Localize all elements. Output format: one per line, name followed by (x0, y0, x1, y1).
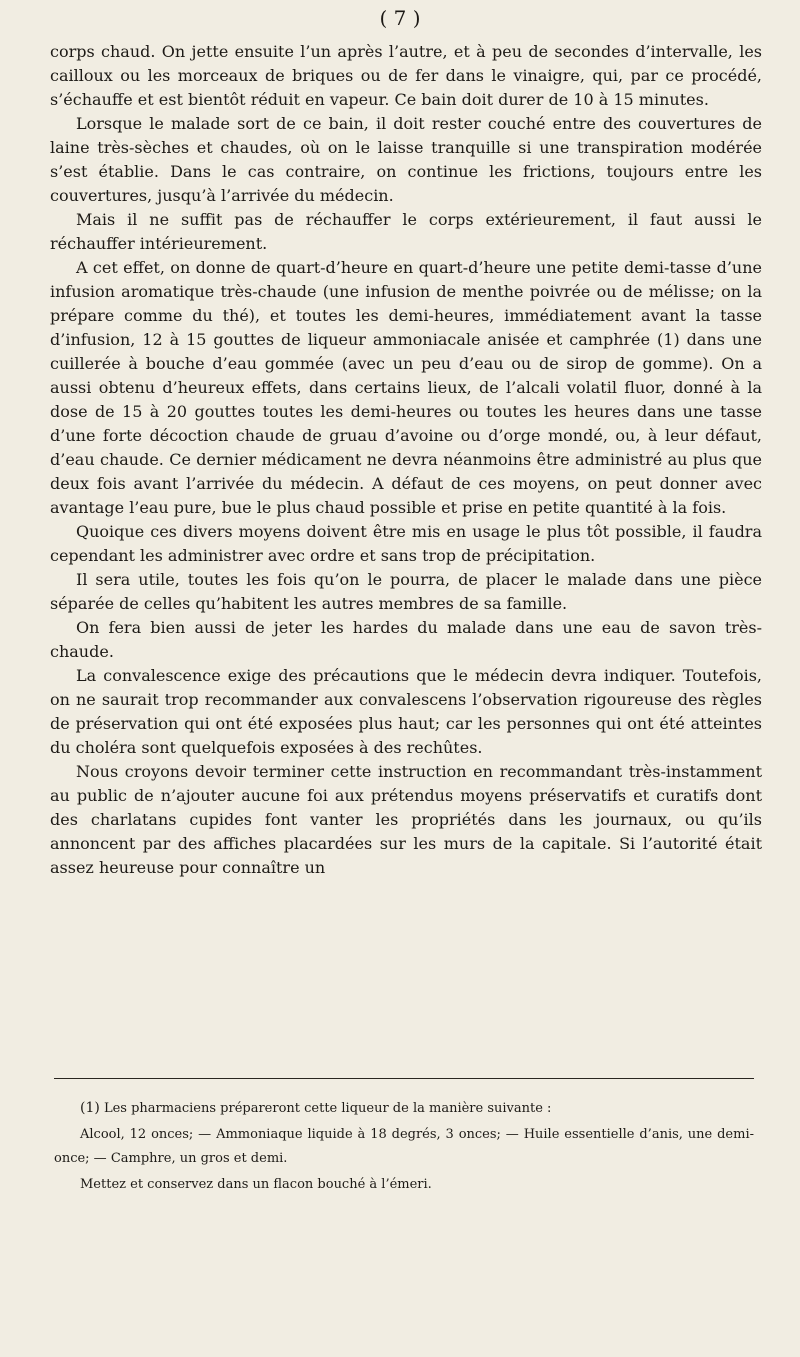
footnote-intro: Les pharmaciens prépareront cette liqueur de la manière suivante : (103, 1101, 552, 1116)
footnote-ref: (1) (80, 1100, 100, 1116)
body-text (50, 40, 762, 880)
footnote-intro-line (54, 1096, 754, 1121)
paragraph: On fera bien aussi de jeter les hardes du malade dans une eau de savon très-chaude. (50, 618, 762, 661)
footnote (54, 1096, 754, 1199)
paragraph: corps chaud. On jette ensuite l’un après l’autre, et à peu de secondes d’intervalle, les cailloux ou les morceaux de briques ou de fer dans le vinaigre, qui, par ce procédé, s’échauffe et est bientôt réduit en vapeur. Ce bain doit durer de 10 à 15 minutes. (50, 42, 762, 109)
paragraph: Lorsque le malade sort de ce bain, il doit rester couché entre des couvertures de laine très-sèches et chaudes, où on le laisse tranquille si une transpiration modérée s’est établie. Dans le cas contraire, on continue les frictions, toujours entre les couvertures, jusqu’à l’arrivée du médecin. (50, 114, 762, 205)
paragraph: Quoique ces divers moyens doivent être mis en usage le plus tôt possible, il faudra cependant les administrer avec ordre et sans trop de précipitation. (50, 522, 762, 565)
paragraph: La convalescence exige des précautions que le médecin devra indiquer. Toutefois, on ne saurait trop recommander aux convalescens l’observation rigoureuse des règles de préservation qui ont été exposées plus haut; car les personnes qui ont été atteintes du choléra sont quelquefois exposées à des rechûtes. (50, 666, 762, 757)
footnote-recipe: Alcool, 12 onces; — Ammoniaque liquide à 18 degrés, 3 onces; — Huile essentielle d’anis, une demi-once; — Camphre, un gros et demi. (54, 1127, 754, 1166)
paragraph: Mais il ne suffit pas de réchauffer le corps extérieurement, il faut aussi le réchauffer intérieurement. (50, 210, 762, 253)
footnote-divider (54, 1078, 754, 1079)
paragraph: Nous croyons devoir terminer cette instruction en recommandant très-instamment au public de n’ajouter aucune foi aux prétendus moyens préservatifs et curatifs dont des charlatans cupides font vanter les propriétés dans les journaux, ou qu’ils annoncent par des affiches placardées sur les murs de la capitale. Si l’autorité était assez heureuse pour connaître un (50, 762, 762, 877)
page-number: ( 7 ) (379, 6, 421, 30)
footnote-instruction: Mettez et conservez dans un flacon bouché à l’émeri. (80, 1177, 432, 1192)
paragraph: A cet effet, on donne de quart-d’heure en quart-d’heure une petite demi-tasse d’une infusion aromatique très-chaude (une infusion de menthe poivrée ou de mélisse; on la prépare comme du thé), et toutes les demi-heures, immédiatement avant la tasse d’infusion, 12 à 15 gouttes de liqueur ammoniacale anisée et camphrée (1) dans une cuillerée à bouche d’eau gommée (avec un peu d’eau ou de sirop de gomme). On a aussi obtenu d’heureux effets, dans certains lieux, de l’alcali volatil fluor, donné à la dose de 15 à 20 gouttes toutes les demi-heures ou toutes les heures dans une tasse d’une forte décoction chaude de gruau d’avoine ou d’orge mondé, ou, à leur défaut, d’eau chaude. Ce dernier médicament ne devra néanmoins être administré au plus que deux fois avant l’arrivée du médecin. A défaut de ces moyens, on peut donner avec avantage l’eau pure, bue le plus chaud possible et prise en petite quantité à la fois. (50, 258, 762, 517)
paragraph: Il sera utile, toutes les fois qu’on le pourra, de placer le malade dans une pièce séparée de celles qu’habitent les autres membres de sa famille. (50, 570, 762, 613)
